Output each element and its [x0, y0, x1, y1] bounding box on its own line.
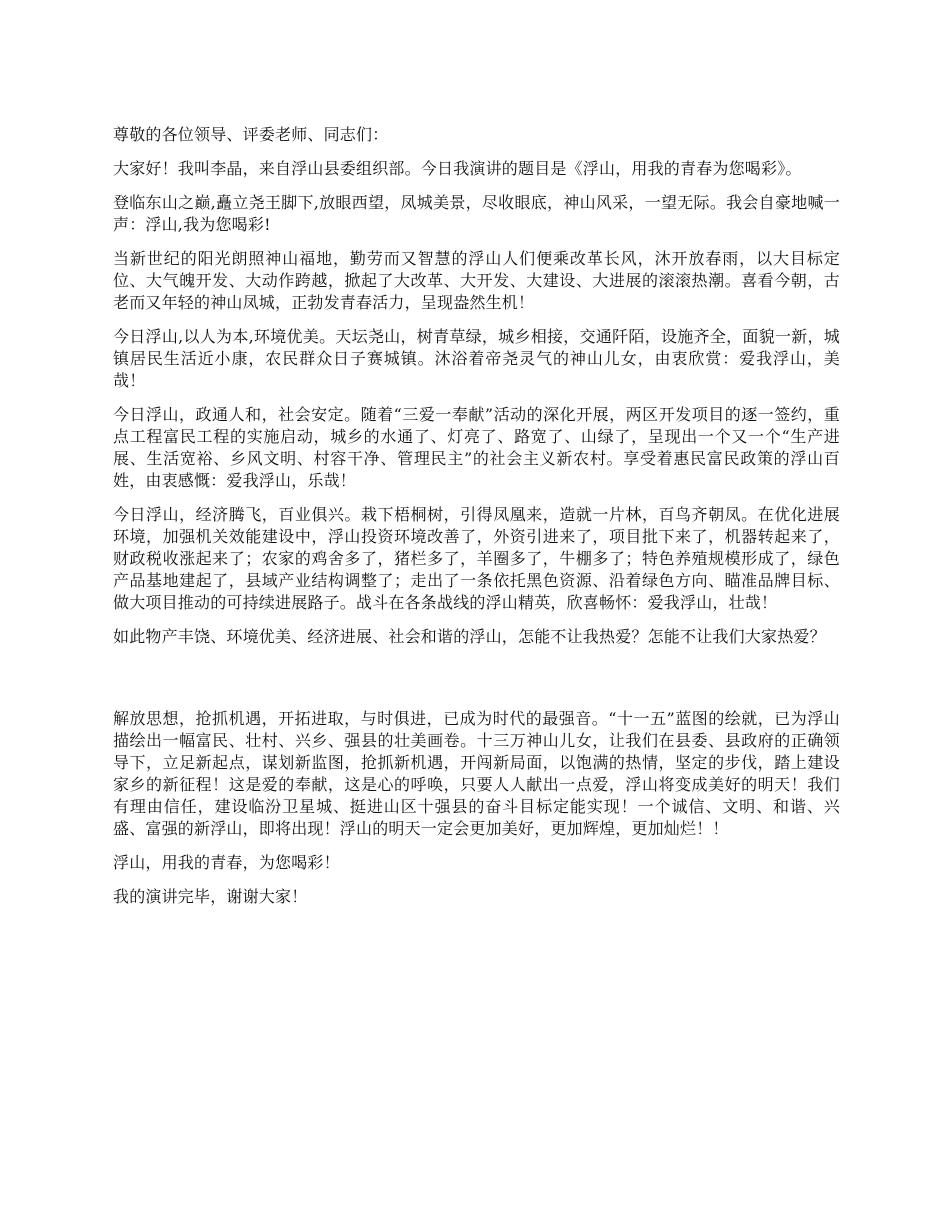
paragraph-economy: 今日浮山，经济腾飞，百业俱兴。栽下梧桐树，引得凤凰来，造就一片林，百鸟齐朝凤。在优化进展环境，加强机关效能建设中，浮山投资环境改善了，外资引进来了，项目批下来了，机器转起来了，财政税收涨起来了；农家的鸡舍多了，猪栏多了，羊圈多了，牛棚多了；特色养殖规模形成了，绿色产品基地建起了，县域产业结构调整了；走出了一条依托黑色资源、沿着绿色方向、瞄准品牌目标、做大项目推动的可持续进展路子。战斗在各条战线的浮山精英，欣喜畅怀：爱我浮山，壮哉！ — [113, 505, 840, 612]
paragraph-new-century: 当新世纪的阳光朗照神山福地，勤劳而又智慧的浮山人们便乘改革长风，沐开放春雨，以大目标定位、大气魄开发、大动作跨越，掀起了大改革、大开发、大建设、大进展的滚滚热潮。喜看今朝，古老而又年轻的神山凤城，正勃发青春活力，呈现盎然生机！ — [113, 249, 840, 312]
paragraph-intro: 大家好！我叫李晶，来自浮山县委组织部。今日我演讲的题目是《浮山，用我的青春为您喝彩》。 — [113, 159, 802, 178]
paragraph-question: 如此物产丰饶、环境优美、经济进展、社会和谐的浮山，怎能不让我热爱？怎能不让我们大家热爱？ — [113, 627, 826, 646]
paragraph-cheer: 浮山，用我的青春，为您喝彩！ — [113, 853, 340, 872]
paragraph-call-to-action: 解放思想，抢抓机遇，开拓进取，与时俱进，已成为时代的最强音。“十一五”蓝图的绘就，已为浮山描绘出一幅富民、壮村、兴乡、强县的壮美画卷。十三万神山儿女，让我们在县委、县政府的正确领导下，立足新起点，谋划新监图，抢抓新机遇，开闯新局面，以饱满的热情，坚定的步伐，踏上建设家乡的新征程！这是爱的奉献，这是心的呼唤，只要人人献出一点爱，浮山将变成美好的明天！我们有理由信任，建设临汾卫星城、挺进山区十强县的奋斗目标定能实现！一个诚信、文明、和谐、兴盛、富强的新浮山，即将出现！浮山的明天一定会更加美好，更加辉煌，更加灿烂！！ — [113, 709, 840, 838]
document-body — [113, 124, 840, 920]
paragraph-dongshan: 登临东山之巅,矗立尧王脚下,放眼西望，凤城美景，尽收眼底，神山风采，一望无际。我会自豪地喊一声：浮山,我为您喝彩! — [113, 193, 840, 234]
section-gap — [113, 660, 840, 708]
paragraph-society: 今日浮山，政通人和，社会安定。随着“三爱一奉献”活动的深化开展，两区开发项目的逐一签约，重点工程富民工程的实施启动，城乡的水通了、灯亮了、路宽了、山绿了，呈现出一个又一个“生产进展、生活宽裕、乡风文明、村容干净、管理民主”的社会主义新农村。享受着惠民富民政策的浮山百姓，由衷感慨：爱我浮山，乐哉！ — [113, 405, 840, 490]
salutation: 尊敬的各位领导、评委老师、同志们： — [113, 125, 389, 144]
paragraph-environment: 今日浮山,以人为本,环境优美。天坛尧山，树青草绿，城乡相接，交通阡陌，设施齐全，面貌一新，城镇居民生活近小康，农民群众日子赛城镇。沐浴着帝尧灵气的神山儿女，由衷欣赏：爱我浮山，美哉！ — [113, 327, 840, 390]
paragraph-closing: 我的演讲完毕，谢谢大家！ — [113, 887, 308, 906]
